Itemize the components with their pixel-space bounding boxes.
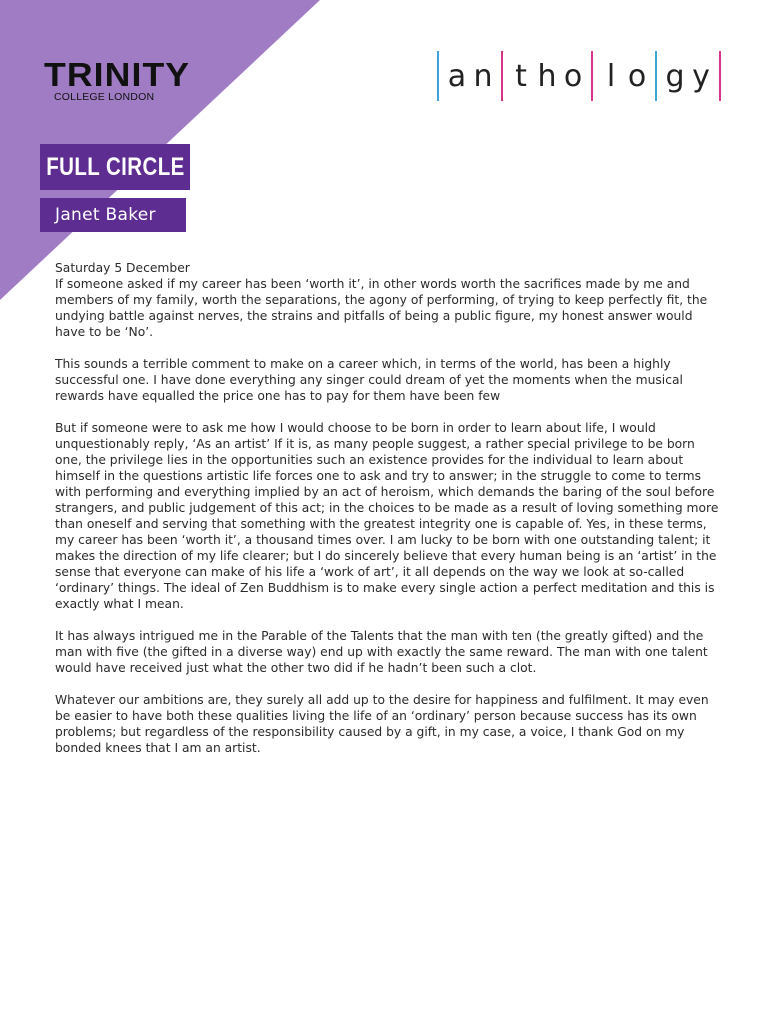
brand-subtitle: COLLEGE LONDON <box>54 91 155 103</box>
author-banner <box>40 198 186 232</box>
logo-bar-blue <box>437 51 439 101</box>
article-paragraph: If someone asked if my career has been ‘worth it’, in other words worth the sacrifices made by me and members of my family, worth the separations, the agony of performing, of trying to keep perfectly fit, the undying battle against nerves, the strains and pitfalls of being a public figure, my honest answer would have to be ‘No’. <box>55 277 708 339</box>
logo-letter: n <box>473 58 493 94</box>
logo-letter: a <box>447 58 467 94</box>
logo-letter: o <box>627 58 647 94</box>
brand-name: TRINITY <box>44 56 191 93</box>
logo-letter: o <box>563 58 583 94</box>
article-paragraph: It has always intrigued me in the Parable of the Talents that the man with ten (the greatly gifted) and the man with five (the gifted in a diverse way) end up with exactly the same reward. The man with one talent would have received just what the other two did if he hadn’t been such a clot. <box>55 629 708 675</box>
logo-letter: l <box>606 58 616 94</box>
article-title: FULL CIRCLE <box>45 152 185 181</box>
article-body <box>55 260 719 772</box>
trinity-logo <box>44 56 191 103</box>
article-date: Saturday 5 December <box>55 261 190 275</box>
article-author: Janet Baker <box>55 205 156 225</box>
article-paragraph: But if someone were to ask me how I would choose to be born in order to learn about life, I would unquestionably reply, ‘As an artist’ If it is, as many people suggest, a rather special privilege to be born one, the privilege lies in the opportunities such an existence provides for the individual to learn about himself in the questions artistic life forces one to ask and try to answer; in the struggle to come to terms with performing and everything implied by an act of heroism, which demands the baring of the soul before strangers, and public judgement of this act; in the choices to be made as a result of loving something more than oneself and serving that something with the greatest integrity one is capable of. Yes, in these terms, my career has been ‘worth it’, a thousand times over. I am lucky to be born with one outstanding talent; it makes the direction of my life clearer; but I do sincerely believe that every human being is an ‘artist’ in the sense that everyone can make of his life a ‘work of art’, it all depends on the way we look at so-called ‘ordinary’ things. The ideal of Zen Buddhism is to make every single action a perfect meditation and this is exactly what I mean. <box>55 421 719 611</box>
logo-bar-pink <box>501 51 503 101</box>
logo-bar-pink <box>719 51 721 101</box>
logo-letter: t <box>515 58 527 94</box>
logo-bar-blue <box>655 51 657 101</box>
logo-bar-pink <box>591 51 593 101</box>
logo-letter: y <box>692 58 710 94</box>
logo-letter: g <box>665 58 685 94</box>
title-banner <box>40 144 190 190</box>
article-paragraph: This sounds a terrible comment to make on a career which, in terms of the world, has been a highly successful one. I have done everything any singer could dream of yet the moments when the musical rewards have equalled the price one has to pay for them have been few <box>55 357 683 403</box>
anthology-logo <box>432 50 726 102</box>
logo-letter: h <box>537 58 557 94</box>
article-paragraph: Whatever our ambitions are, they surely all add up to the desire for happiness and fulfilment. It may even be easier to have both these qualities living the life of an ‘ordinary’ person because success has its own problems; but regardless of the responsibility caused by a gift, in my case, a voice, I thank God on my bonded knees that I am an artist. <box>55 693 709 755</box>
